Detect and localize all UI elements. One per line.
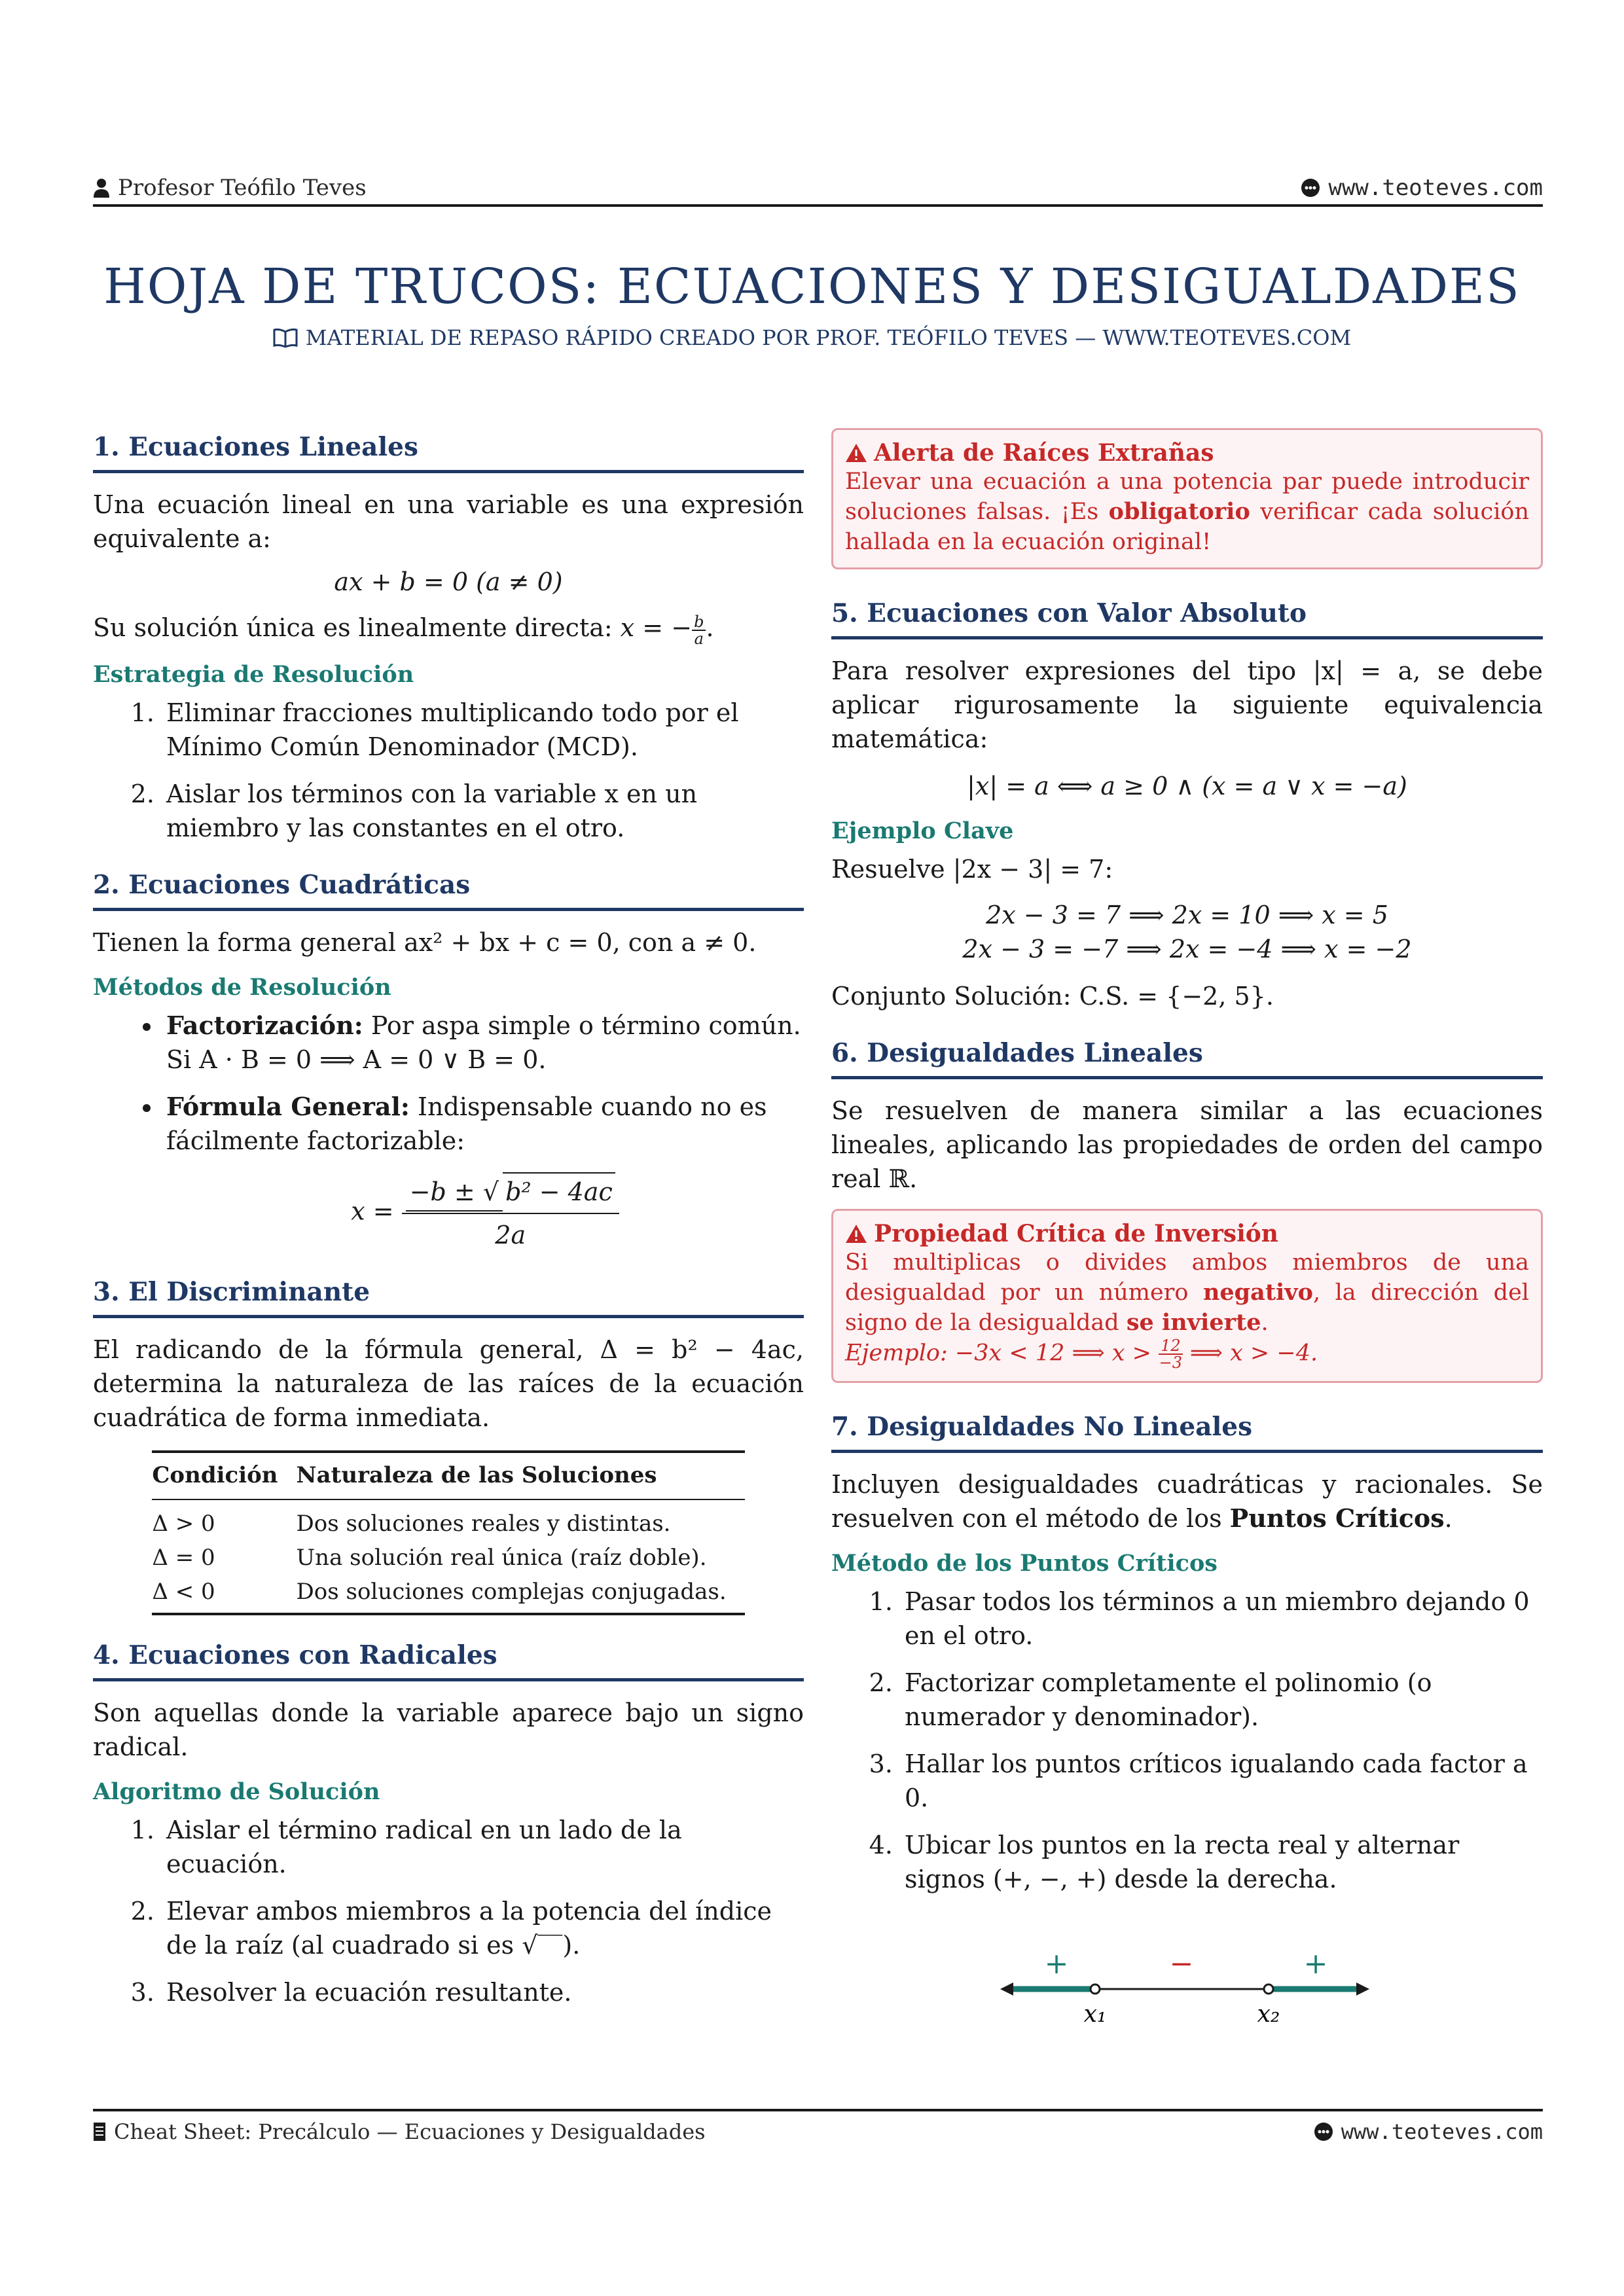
sign-number-line: [831, 1942, 1543, 2053]
subtitle-text: MATERIAL DE REPASO RÁPIDO CREADO POR PROF. TEÓFILO TEVES — WWW.TEOTEVES.COM: [305, 325, 1352, 350]
alert-title: Alerta de Raíces Extrañas: [874, 439, 1214, 467]
point-label: x₂: [1257, 2001, 1280, 2028]
site-link[interactable]: www.teoteves.com: [1341, 2119, 1543, 2144]
algorithm-list: [93, 1813, 804, 2009]
alert-example: Ejemplo: −3x < 12 ⟹ x > $\frac{12}{-3}$ ⟹ x > −4.: [845, 1336, 1318, 1372]
discriminant-intro: El radicando de la fórmula general, Δ = b² − 4ac, determina la naturaleza de las raíces de la ecuación cuadrática de forma inmediata.: [93, 1335, 804, 1432]
warning-icon: [845, 443, 867, 463]
discriminant-table: [152, 1450, 744, 1615]
list-item: 1. Eliminar fracciones multiplicando todo por el Mínimo Común Denominador (MCD).: [162, 696, 804, 764]
list-item: • Factorización: Por aspa simple o término común. Si A · B = 0 ⟹ A = 0 ∨ B = 0.: [162, 1009, 804, 1077]
section-heading-radicals: 4. Ecuaciones con Radicales: [93, 1640, 804, 1681]
table-row: Δ = 0 Una solución real única (raíz doble).: [152, 1544, 707, 1571]
example-line-1: 2x − 3 = 7 ⟹ 2x = 10 ⟹ x = 5: [986, 901, 1388, 929]
user-icon: [93, 178, 110, 198]
critical-points-list: [831, 1585, 1543, 1896]
list-item: 2. Aislar los términos con la variable x en un miembro y las constantes en el otro.: [162, 777, 804, 845]
site-link[interactable]: www.teoteves.com: [1328, 175, 1543, 201]
example-intro: Resuelve |2x − 3| = 7:: [831, 855, 1113, 884]
list-item: 1. Aislar el término radical en un lado de la ecuación.: [162, 1813, 804, 1881]
radicals-intro: Son aquellas donde la variable aparece bajo un signo radical.: [93, 1698, 804, 1761]
right-column: [831, 425, 1543, 2056]
footer-site[interactable]: [1314, 2119, 1543, 2144]
book-icon: [273, 328, 298, 348]
section-heading-discriminant: 3. El Discriminante: [93, 1277, 804, 1318]
left-column: [93, 425, 804, 2022]
quadratic-formula: x = $\frac{\text{−b ± √ b² − 4ac}}{2a}$: [166, 1175, 804, 1252]
footer-text: Cheat Sheet: Precálculo — Ecuaciones y Desigualdades: [114, 2119, 706, 2144]
section-heading-linear-ineq: 6. Desigualdades Lineales: [831, 1038, 1543, 1079]
table-header: Condición: [152, 1452, 296, 1499]
sign-label: +: [1303, 1947, 1328, 1981]
point-label: x₁: [1083, 2001, 1107, 2028]
table-row: Δ > 0 Dos soluciones reales y distintas.: [152, 1510, 671, 1537]
header-site[interactable]: [1301, 175, 1543, 201]
alert-body: Si multiplicas o divides ambos miembros de una desigualdad por un número negativo, la dirección del signo de la desigualdad se invierte.: [845, 1249, 1529, 1336]
list-item: 3. Resolver la ecuación resultante.: [162, 1975, 804, 2009]
linear-solution: Su solución única es linealmente directa: x = − $\frac{b}{a}$ .: [93, 612, 714, 648]
solution-set: Conjunto Solución: C.S. = {−2, 5}.: [831, 982, 1274, 1011]
linear-ineq-intro: Se resuelven de manera similar a las ecuaciones lineales, aplicando las propiedades de orden del campo real ℝ.: [831, 1096, 1543, 1193]
methods-list: [93, 1009, 804, 1252]
page-footer: [93, 2109, 1543, 2144]
table-row: Δ < 0 Dos soluciones complejas conjugadas.: [152, 1575, 744, 1614]
globe-icon: [1301, 178, 1320, 198]
section-heading-absolute: 5. Ecuaciones con Valor Absoluto: [831, 598, 1543, 639]
section-heading-quadratic: 2. Ecuaciones Cuadráticas: [93, 870, 804, 911]
author-name: Profesor Teófilo Teves: [118, 175, 367, 201]
list-item: 4. Ubicar los puntos en la recta real y alternar signos (+, −, +) desde la derecha.: [901, 1828, 1543, 1896]
example-line-2: 2x − 3 = −7 ⟹ 2x = −4 ⟹ x = −2: [962, 935, 1412, 963]
list-item: 2. Elevar ambos miembros a la potencia del índice de la raíz (al cuadrado si es √‾‾).: [162, 1894, 804, 1962]
section-heading-linear: 1. Ecuaciones Lineales: [93, 432, 804, 473]
methods-heading: Métodos de Resolución: [93, 973, 391, 1001]
absolute-intro: Para resolver expresiones del tipo |x| = a, se debe aplicar rigurosamente la siguiente equivalencia matemática:: [831, 656, 1543, 753]
page-header: [93, 171, 1543, 207]
table-header: Naturaleza de las Soluciones: [297, 1452, 745, 1499]
quadratic-intro: Tienen la forma general ax² + bx + c = 0, con a ≠ 0.: [93, 927, 757, 957]
warning-icon: [845, 1224, 867, 1244]
footer-left: [93, 2119, 706, 2144]
sign-label: +: [1044, 1947, 1069, 1981]
sign-label: −: [1169, 1947, 1194, 1981]
document-icon: [93, 2122, 106, 2142]
example-heading: Ejemplo Clave: [831, 817, 1014, 844]
extraneous-roots-alert: [831, 428, 1543, 569]
algorithm-heading: Algoritmo de Solución: [93, 1778, 380, 1805]
strategy-list: [93, 696, 804, 845]
globe-icon: [1314, 2122, 1333, 2142]
alert-title: Propiedad Crítica de Inversión: [874, 1220, 1278, 1247]
list-item: 2. Factorizar completamente el polinomio (o numerador y denominador).: [901, 1666, 1543, 1734]
alert-body: Elevar una ecuación a una potencia par puede introducir soluciones falsas. ¡Es obligatorio verificar cada solución hallada en la ecuación original!: [845, 469, 1530, 555]
list-item: 1. Pasar todos los términos a un miembro dejando 0 en el otro.: [901, 1585, 1543, 1653]
absolute-equivalence: |x| = a ⟺ a ≥ 0 ∧ (x = a ∨ x = −a): [967, 772, 1407, 800]
section-heading-nonlinear: 7. Desigualdades No Lineales: [831, 1412, 1543, 1453]
page-subtitle: [0, 325, 1624, 350]
list-item: 3. Hallar los puntos críticos igualando cada factor a 0.: [901, 1747, 1543, 1815]
header-author: [93, 175, 367, 201]
list-item: • Fórmula General: Indispensable cuando no es fácilmente factorizable: x = $\frac{\text{−b ± √ b² − 4ac}}{2a}$: [162, 1090, 804, 1252]
strategy-heading: Estrategia de Resolución: [93, 660, 414, 688]
nonlinear-intro: Incluyen desigualdades cuadráticas y racionales. Se resuelven con el método de los Puntos Críticos.: [831, 1470, 1543, 1533]
linear-equation: ax + b = 0 (a ≠ 0): [334, 567, 563, 596]
linear-intro: Una ecuación lineal en una variable es una expresión equivalente a:: [93, 490, 804, 553]
page-title: HOJA DE TRUCOS: ECUACIONES Y DESIGUALDADES: [103, 259, 1521, 315]
critical-points-heading: Método de los Puntos Críticos: [831, 1550, 1218, 1577]
fraction-b-over-a: $\frac{b}{a}$: [692, 614, 706, 647]
inversion-alert: [831, 1209, 1543, 1383]
